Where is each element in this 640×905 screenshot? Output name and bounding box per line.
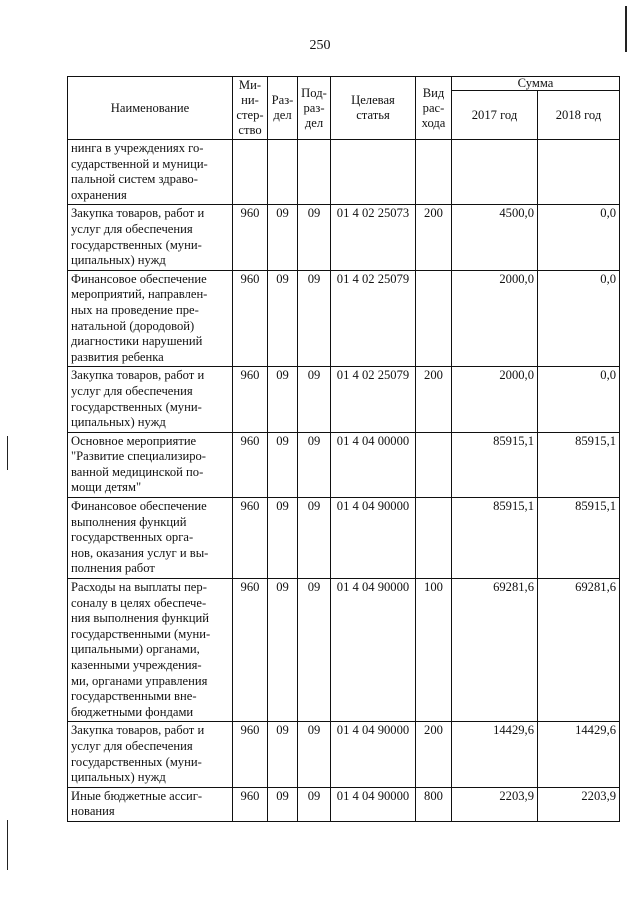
row-subsection-cell: 09 [298,367,331,432]
row-subsection-cell: 09 [298,579,331,722]
row-expense-type-cell [416,498,452,579]
row-name-cell: Закупка товаров, работ и услуг для обеспечения государственных (муни- ципальных) нужд [68,367,233,432]
header-year-2018: 2018 год [538,91,620,140]
row-subsection-cell: 09 [298,722,331,787]
row-name-cell: Иные бюджетные ассиг- нования [68,787,233,821]
row-2018-cell [538,140,620,205]
row-2018-cell: 14429,6 [538,722,620,787]
row-section-cell: 09 [268,787,298,821]
row-target-cell [331,140,416,205]
header-target: Целевая статья [331,77,416,140]
row-name-cell: Закупка товаров, работ и услуг для обеспечения государственных (муни- ципальных) нужд [68,722,233,787]
row-target-cell: 01 4 04 90000 [331,722,416,787]
budget-table [67,76,620,822]
row-subsection-cell: 09 [298,787,331,821]
row-2018-cell: 85915,1 [538,432,620,497]
row-subsection-cell: 09 [298,270,331,367]
row-ministry-cell: 960 [233,787,268,821]
row-section-cell: 09 [268,270,298,367]
row-ministry-cell: 960 [233,432,268,497]
page-number: 250 [309,38,331,53]
row-name-cell: Финансовое обеспечение мероприятий, направлен- ных на проведение пре- натальной (дородовой) диагностики нарушений развития ребенка [68,270,233,367]
row-expense-type-cell [416,432,452,497]
row-name-cell: Финансовое обеспечение выполнения функций государственных орга- нов, оказания услуг и вы- полнения работ [68,498,233,579]
row-name-cell: Закупка товаров, работ и услуг для обеспечения государственных (муни- ципальных) нужд [68,205,233,270]
row-2018-cell: 85915,1 [538,498,620,579]
row-2017-cell: 2000,0 [452,270,538,367]
row-subsection-cell [298,140,331,205]
row-section-cell: 09 [268,579,298,722]
row-section-cell: 09 [268,432,298,497]
row-target-cell: 01 4 04 90000 [331,579,416,722]
table-body [68,140,620,822]
row-ministry-cell: 960 [233,498,268,579]
row-expense-type-cell [416,270,452,367]
row-name-cell: Расходы на выплаты пер- соналу в целях обеспече- ния выполнения функций государственными (муни- ципальными) органами, казенными учреждения- ми, органами управления государственными вне- бюджетными фондами [68,579,233,722]
row-section-cell: 09 [268,367,298,432]
row-name-cell: Основное мероприятие "Развитие специализиро- ванной медицинской по- мощи детям" [68,432,233,497]
table-row [68,140,620,205]
row-name-cell: нинга в учреждениях го- сударственной и муници- пальной систем здраво- охранения [68,140,233,205]
row-ministry-cell: 960 [233,579,268,722]
row-2018-cell: 0,0 [538,270,620,367]
table-row [68,722,620,787]
row-subsection-cell: 09 [298,498,331,579]
header-ministry: Ми- ни- стер- ство [233,77,268,140]
row-2017-cell: 2000,0 [452,367,538,432]
row-2017-cell [452,140,538,205]
row-2018-cell: 2203,9 [538,787,620,821]
table-row [68,205,620,270]
table-row [68,367,620,432]
header-sum: Сумма [452,77,620,91]
row-section-cell: 09 [268,722,298,787]
row-expense-type-cell [416,140,452,205]
row-target-cell: 01 4 02 25073 [331,205,416,270]
row-2017-cell: 85915,1 [452,432,538,497]
row-subsection-cell: 09 [298,205,331,270]
row-2017-cell: 4500,0 [452,205,538,270]
header-name: Наименование [68,77,233,140]
header-expense-type: Вид рас- хода [416,77,452,140]
header-row [68,77,620,91]
row-2018-cell: 0,0 [538,205,620,270]
row-expense-type-cell: 200 [416,367,452,432]
row-expense-type-cell: 800 [416,787,452,821]
table-row [68,432,620,497]
row-target-cell: 01 4 02 25079 [331,367,416,432]
row-2017-cell: 2203,9 [452,787,538,821]
scan-edge-mark [625,6,627,52]
row-ministry-cell: 960 [233,367,268,432]
header-year-2017: 2017 год [452,91,538,140]
row-2017-cell: 85915,1 [452,498,538,579]
row-ministry-cell: 960 [233,722,268,787]
scan-edge-mark [7,820,8,870]
row-subsection-cell: 09 [298,432,331,497]
table-row [68,270,620,367]
row-expense-type-cell: 100 [416,579,452,722]
table-row [68,787,620,821]
row-target-cell: 01 4 04 90000 [331,787,416,821]
row-2017-cell: 69281,6 [452,579,538,722]
header-section: Раз- дел [268,77,298,140]
scan-edge-mark [7,436,8,470]
row-target-cell: 01 4 04 90000 [331,498,416,579]
row-2018-cell: 0,0 [538,367,620,432]
row-expense-type-cell: 200 [416,722,452,787]
table-row [68,498,620,579]
row-ministry-cell: 960 [233,205,268,270]
row-ministry-cell [233,140,268,205]
row-ministry-cell: 960 [233,270,268,367]
row-target-cell: 01 4 04 00000 [331,432,416,497]
row-2017-cell: 14429,6 [452,722,538,787]
header-subsection: Под- раз- дел [298,77,331,140]
row-2018-cell: 69281,6 [538,579,620,722]
row-target-cell: 01 4 02 25079 [331,270,416,367]
row-expense-type-cell: 200 [416,205,452,270]
row-section-cell: 09 [268,205,298,270]
row-section-cell [268,140,298,205]
row-section-cell: 09 [268,498,298,579]
table-row [68,579,620,722]
